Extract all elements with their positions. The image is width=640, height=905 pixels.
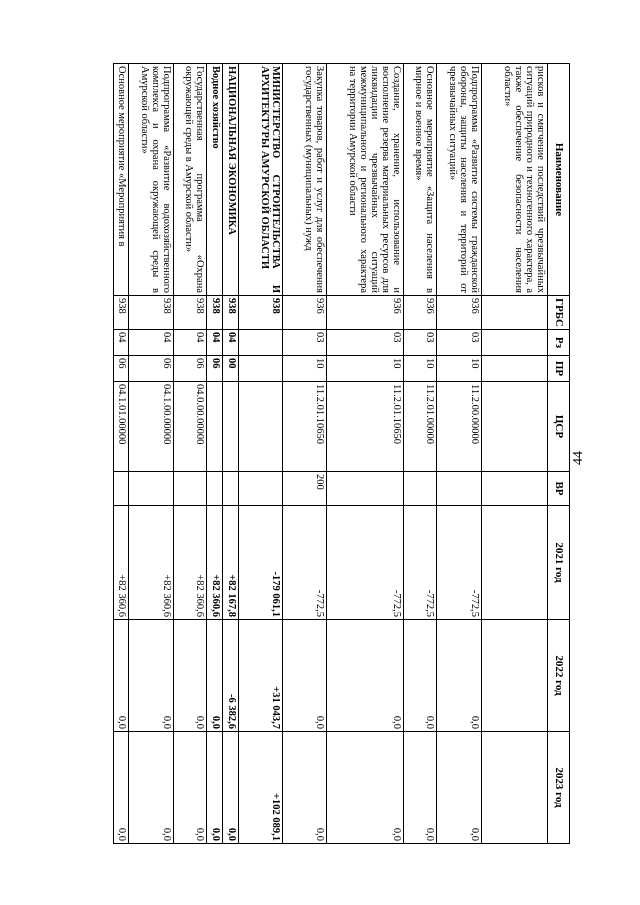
table-header-row [548,64,570,844]
cell-amount: 0,0 [207,732,223,844]
header-csr: ЦСР [548,382,570,472]
cell-code [239,356,283,382]
table-row [437,64,482,844]
cell-amount: 0,0 [327,620,404,732]
cell-code: 936 [327,296,404,330]
cell-code: 04 [207,330,223,356]
cell-name: Закупка товаров, работ и услуг для обеспечения государственных (муниципальных) нужд [283,64,327,296]
cell-code: 936 [437,296,482,330]
table-row [327,64,404,844]
cell-amount: 0,0 [129,732,174,844]
cell-amount [482,506,548,620]
cell-code [239,382,283,472]
cell-amount: -772,5 [283,506,327,620]
cell-amount: 0,0 [114,732,129,844]
cell-amount: +31 043,7 [239,620,283,732]
cell-code: 03 [437,330,482,356]
cell-amount: 0,0 [174,620,207,732]
cell-amount: +82 360,6 [114,506,129,620]
cell-code [129,472,174,506]
cell-code: 04 [114,330,129,356]
cell-code [482,382,548,472]
cell-code: 04.1.01.00000 [114,382,129,472]
cell-code [207,472,223,506]
cell-code [239,472,283,506]
cell-code [404,472,437,506]
cell-code: 00 [223,356,239,382]
cell-code: 04 [129,330,174,356]
cell-name: Подпрограмма «Развитие системы гражданской обороны, защиты населения и территорий от чрезвычайных ситуаций» [437,64,482,296]
cell-name: МИНИСТЕРСТВО СТРОИТЕЛЬСТВА И АРХИТЕКТУРЫ АМУРСКОЙ ОБЛАСТИ [239,64,283,296]
cell-amount: +82 360,6 [207,506,223,620]
cell-amount: 0,0 [207,620,223,732]
cell-code [482,356,548,382]
cell-code: 10 [404,356,437,382]
cell-name: Основное мероприятие «Мероприятия в [114,64,129,296]
cell-amount: 0,0 [114,620,129,732]
cell-amount: 0,0 [404,620,437,732]
cell-code [207,382,223,472]
cell-code: 938 [239,296,283,330]
cell-code: 938 [174,296,207,330]
cell-amount [482,620,548,732]
cell-code: 11.2.01.10650 [283,382,327,472]
table-row [207,64,223,844]
header-name: Наименование [548,64,570,296]
cell-name: НАЦИОНАЛЬНАЯ ЭКОНОМИКА [223,64,239,296]
cell-amount: 0,0 [404,732,437,844]
header-vr: ВР [548,472,570,506]
cell-name: рисков и смягчение последствий чрезвычайных ситуаций природного и техногенного характера, а также обеспечение безопасности населения области» [482,64,548,296]
cell-code: 200 [283,472,327,506]
rotated-table-wrapper [116,63,570,843]
cell-code: 04 [174,330,207,356]
cell-code [482,472,548,506]
cell-amount: -6 382,6 [223,620,239,732]
table-body [114,64,548,844]
cell-amount [482,732,548,844]
cell-code: 04 [223,330,239,356]
cell-code: 10 [283,356,327,382]
table-row [174,64,207,844]
cell-code: 11.2.01.00000 [404,382,437,472]
cell-amount: 0,0 [283,620,327,732]
cell-code [437,472,482,506]
cell-amount: +102 089,1 [239,732,283,844]
cell-code: 936 [404,296,437,330]
cell-code: 938 [114,296,129,330]
cell-code: 03 [327,330,404,356]
cell-amount: 0,0 [437,620,482,732]
cell-amount: +82 360,6 [174,506,207,620]
cell-code: 04.1.00.00000 [129,382,174,472]
cell-code: 03 [404,330,437,356]
cell-code [223,382,239,472]
cell-code: 938 [207,296,223,330]
cell-code: 04.0.00.00000 [174,382,207,472]
cell-code: 10 [327,356,404,382]
table-row [404,64,437,844]
cell-amount: 0,0 [283,732,327,844]
cell-code: 11.2.00.00000 [437,382,482,472]
table-row [239,64,283,844]
header-grbs: ГРБС [548,296,570,330]
cell-code: 938 [223,296,239,330]
header-2021: 2021 год [548,506,570,620]
table-row [129,64,174,844]
header-2022: 2022 год [548,620,570,732]
header-rz: Рз [548,330,570,356]
cell-amount: 0,0 [327,732,404,844]
cell-name: Создание, хранение, использование и восполнение резерва материальных ресурсов для ликвидации чрезвычайных ситуаций межмуниципального и регионального характера на территории Амурской области [327,64,404,296]
table-row [223,64,239,844]
cell-code [482,296,548,330]
cell-name: Водное хозяйство [207,64,223,296]
cell-amount: +82 360,6 [129,506,174,620]
cell-name: Государственная программа «Охрана окружающей среды в Амурской области» [174,64,207,296]
cell-code: 03 [283,330,327,356]
cell-amount: +82 167,8 [223,506,239,620]
cell-code: 06 [207,356,223,382]
table-row [283,64,327,844]
cell-amount: -179 061,1 [239,506,283,620]
cell-amount: 0,0 [437,732,482,844]
cell-code [482,330,548,356]
cell-name: Основное мероприятие «Защита населения в мирное и военное время» [404,64,437,296]
budget-table [113,63,570,844]
cell-code: 938 [129,296,174,330]
cell-name: Подпрограмма «Развитие водохозяйственного комплекса и охрана окружающей среды в Амурской области» [129,64,174,296]
cell-code: 06 [129,356,174,382]
table-row [482,64,548,844]
cell-amount: 0,0 [223,732,239,844]
cell-code: 11.2.01.10650 [327,382,404,472]
cell-code: 06 [114,356,129,382]
cell-code [223,472,239,506]
cell-code: 06 [174,356,207,382]
header-2023: 2023 год [548,732,570,844]
header-pr: ПР [548,356,570,382]
table-row [114,64,129,844]
cell-amount: -772,5 [404,506,437,620]
cell-amount: 0,0 [174,732,207,844]
cell-code: 936 [283,296,327,330]
cell-amount: -772,5 [327,506,404,620]
cell-amount: -772,5 [437,506,482,620]
page-number: 44 [571,451,586,465]
cell-code [327,472,404,506]
cell-code [114,472,129,506]
cell-code: 10 [437,356,482,382]
cell-code [174,472,207,506]
cell-code [239,330,283,356]
cell-amount: 0,0 [129,620,174,732]
